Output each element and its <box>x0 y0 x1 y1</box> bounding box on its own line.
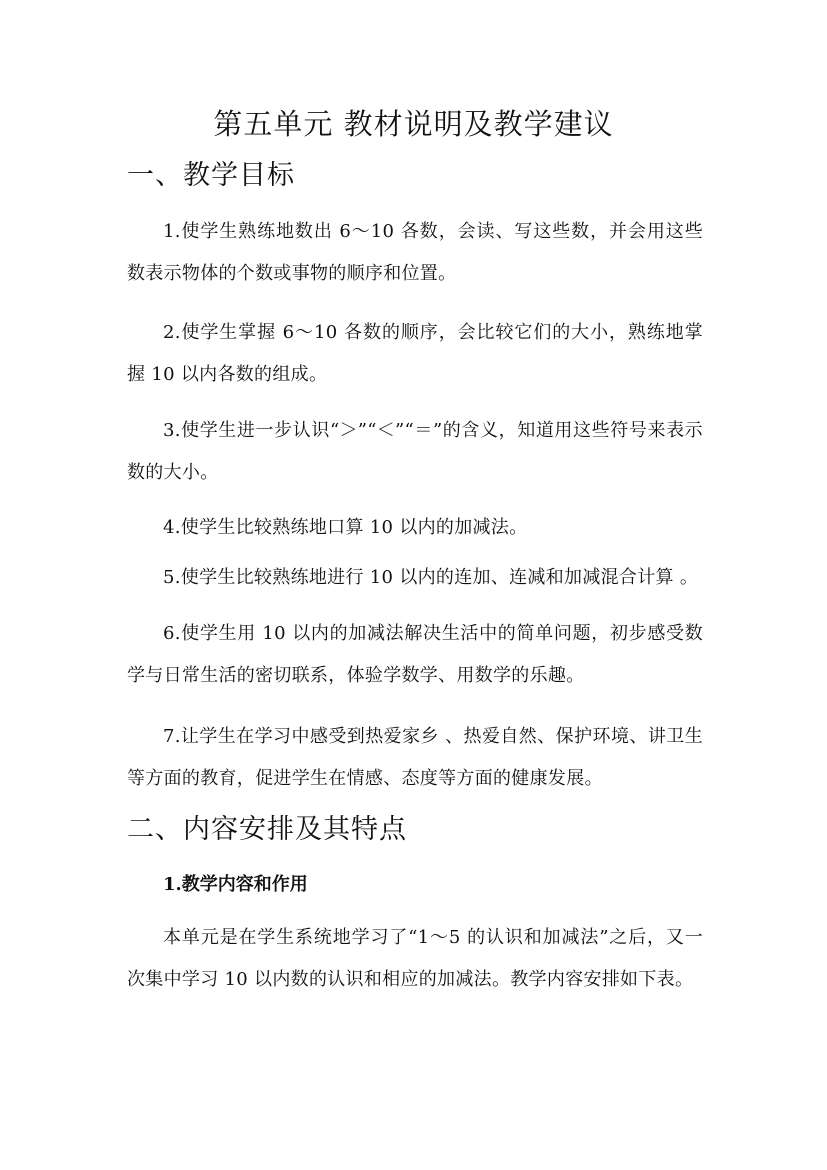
goal-item-3: 3.使学生进一步认识“＞”“＜”“＝”的含义，知道用这些符号来表示数的大小。 <box>127 420 703 483</box>
goal-item-4: 4.使学生比较熟练地口算 10 以内的加减法。 <box>163 517 528 538</box>
subheading-teaching-content: 1.教学内容和作用 <box>163 874 308 895</box>
document-title: 第五单元 教材说明及教学建议 <box>213 107 614 141</box>
content-paragraph: 本单元是在学生系统地学习了“1～5 的认识和加减法”之后，又一次集中学习 10 以内数的认识和相应的加减法。教学内容安排如下表。 <box>127 927 703 990</box>
section-heading-content-arrangement: 二、内容安排及其特点 <box>127 814 407 845</box>
section-heading-teaching-goals: 一、教学目标 <box>127 160 295 191</box>
goal-item-2: 2.使学生掌握 6～10 各数的顺序，会比较它们的大小，熟练地掌握 10 以内各数的组成。 <box>127 322 703 385</box>
goal-item-1: 1.使学生熟练地数出 6～10 各数，会读、写这些数，并会用这些数表示物体的个数或事物的顺序和位置。 <box>127 221 703 284</box>
goal-item-5: 5.使学生比较熟练地进行 10 以内的连加、连减和加减混合计算 。 <box>163 567 699 588</box>
goal-item-7: 7.让学生在学习中感受到热爱家乡 、热爱自然、保护环境、讲卫生等方面的教育，促进学生在情感、态度等方面的健康发展。 <box>127 726 703 789</box>
goal-item-6: 6.使学生用 10 以内的加减法解决生活中的简单问题，初步感受数学与日常生活的密切联系，体验学数学、用数学的乐趣。 <box>127 623 703 686</box>
